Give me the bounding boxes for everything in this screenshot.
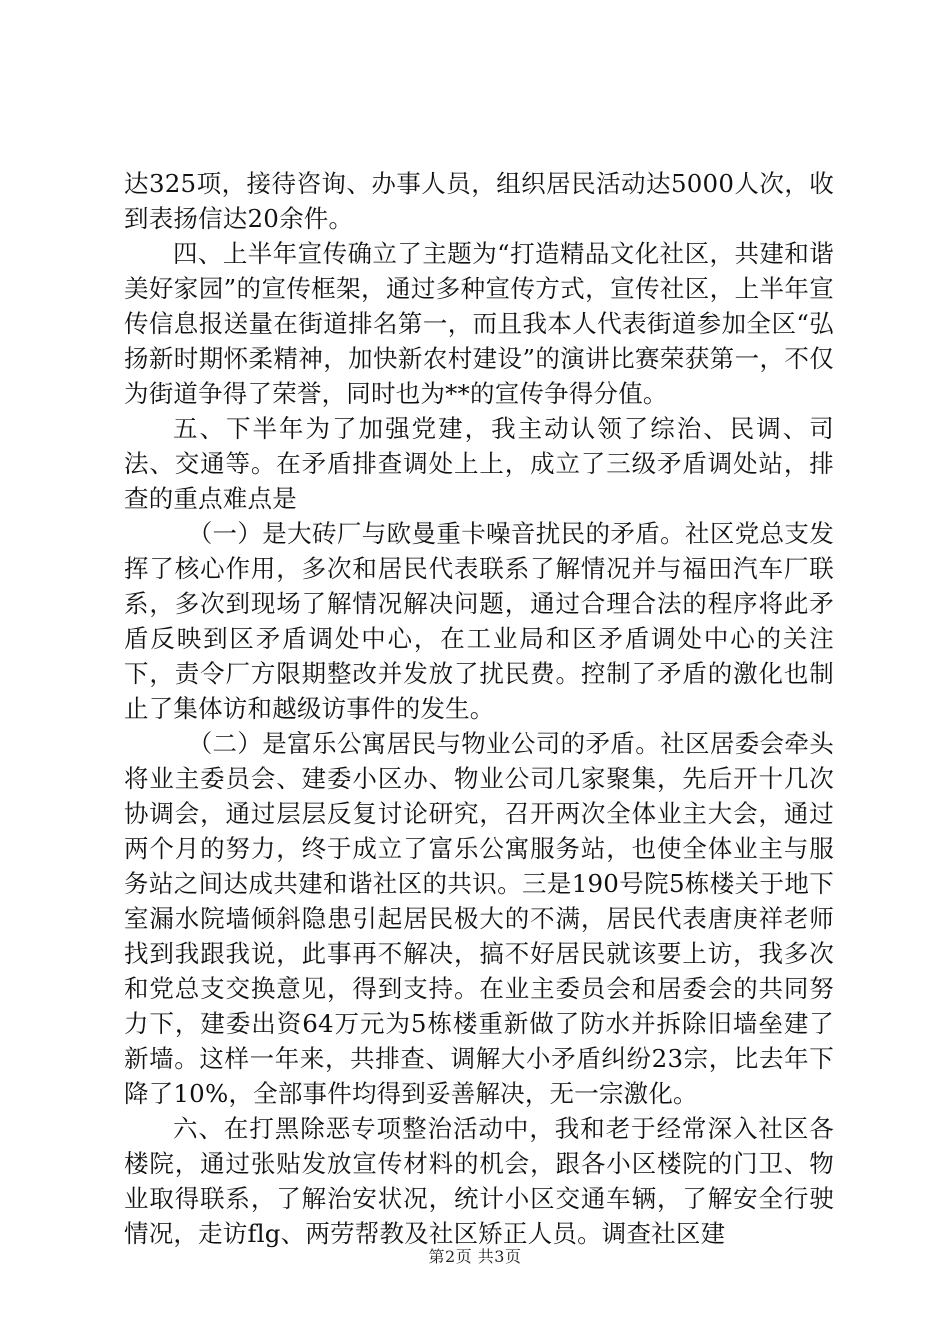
page-footer: 第2页 共3页: [428, 1247, 522, 1266]
paragraph-item-one: （一）是大砖厂与欧曼重卡噪音扰民的矛盾。社区党总支发挥了核心作用，多次和居民代表联系了解情况并与福田汽车厂联系，多次到现场了解情况解决问题，通过合理合法的程序将此矛盾反映到区矛盾调处中心，在工业局和区矛盾调处中心的关注下，责令厂方限期整改并发放了扰民费。控制了矛盾的激化也制止了集体访和越级访事件的发生。: [124, 519, 834, 723]
paragraph-section-four: 四、上半年宣传确立了主题为“打造精品文化社区，共建和谐美好家园”的宣传框架，通过多种宣传方式，宣传社区，上半年宣传信息报送量在街道排名第一，而且我本人代表街道参加全区“弘扬新时期怀柔精神，加快新农村建设”的演讲比赛荣获第一，不仅为街道争得了荣誉，同时也为**的宣传争得分值。: [124, 239, 834, 408]
paragraph-section-six: 六、在打黑除恶专项整治活动中，我和老于经常深入社区各楼院，通过张贴发放宣传材料的机会，跟各小区楼院的门卫、物业取得联系，了解治安状况，统计小区交通车辆，了解安全行驶情况，走访flg、两劳帮教及社区矫正人员。调查社区建: [124, 1114, 834, 1248]
paragraph-continuation: 达325项，接待咨询、办事人员，组织居民活动达5000人次，收到表扬信达20余件。: [124, 169, 834, 233]
paragraph-item-two: （二）是富乐公寓居民与物业公司的矛盾。社区居委会牵头将业主委员会、建委小区办、物业公司几家聚集，先后开十几次协调会，通过层层反复讨论研究，召开两次全体业主大会，通过两个月的努力，终于成立了富乐公寓服务站，也使全体业主与服务站之间达成共建和谐社区的共识。三是190号院5栋楼关于地下室漏水院墙倾斜隐患引起居民极大的不满，居民代表唐庚祥老师找到我跟我说，此事再不解决，搞不好居民就该要上访，我多次和党总支交换意见，得到支持。在业主委员会和居委会的共同努力下，建委出资64万元为5栋楼重新做了防水并拆除旧墙垒建了新墙。这样一年来，共排查、调解大小矛盾纠纷23宗，比去年下降了10%，全部事件均得到妥善解决，无一宗激化。: [124, 729, 834, 1108]
paragraph-section-five: 五、下半年为了加强党建，我主动认领了综治、民调、司法、交通等。在矛盾排查调处上上，成立了三级矛盾调处站，排查的重点难点是: [124, 414, 834, 513]
document-body: [124, 166, 834, 1251]
